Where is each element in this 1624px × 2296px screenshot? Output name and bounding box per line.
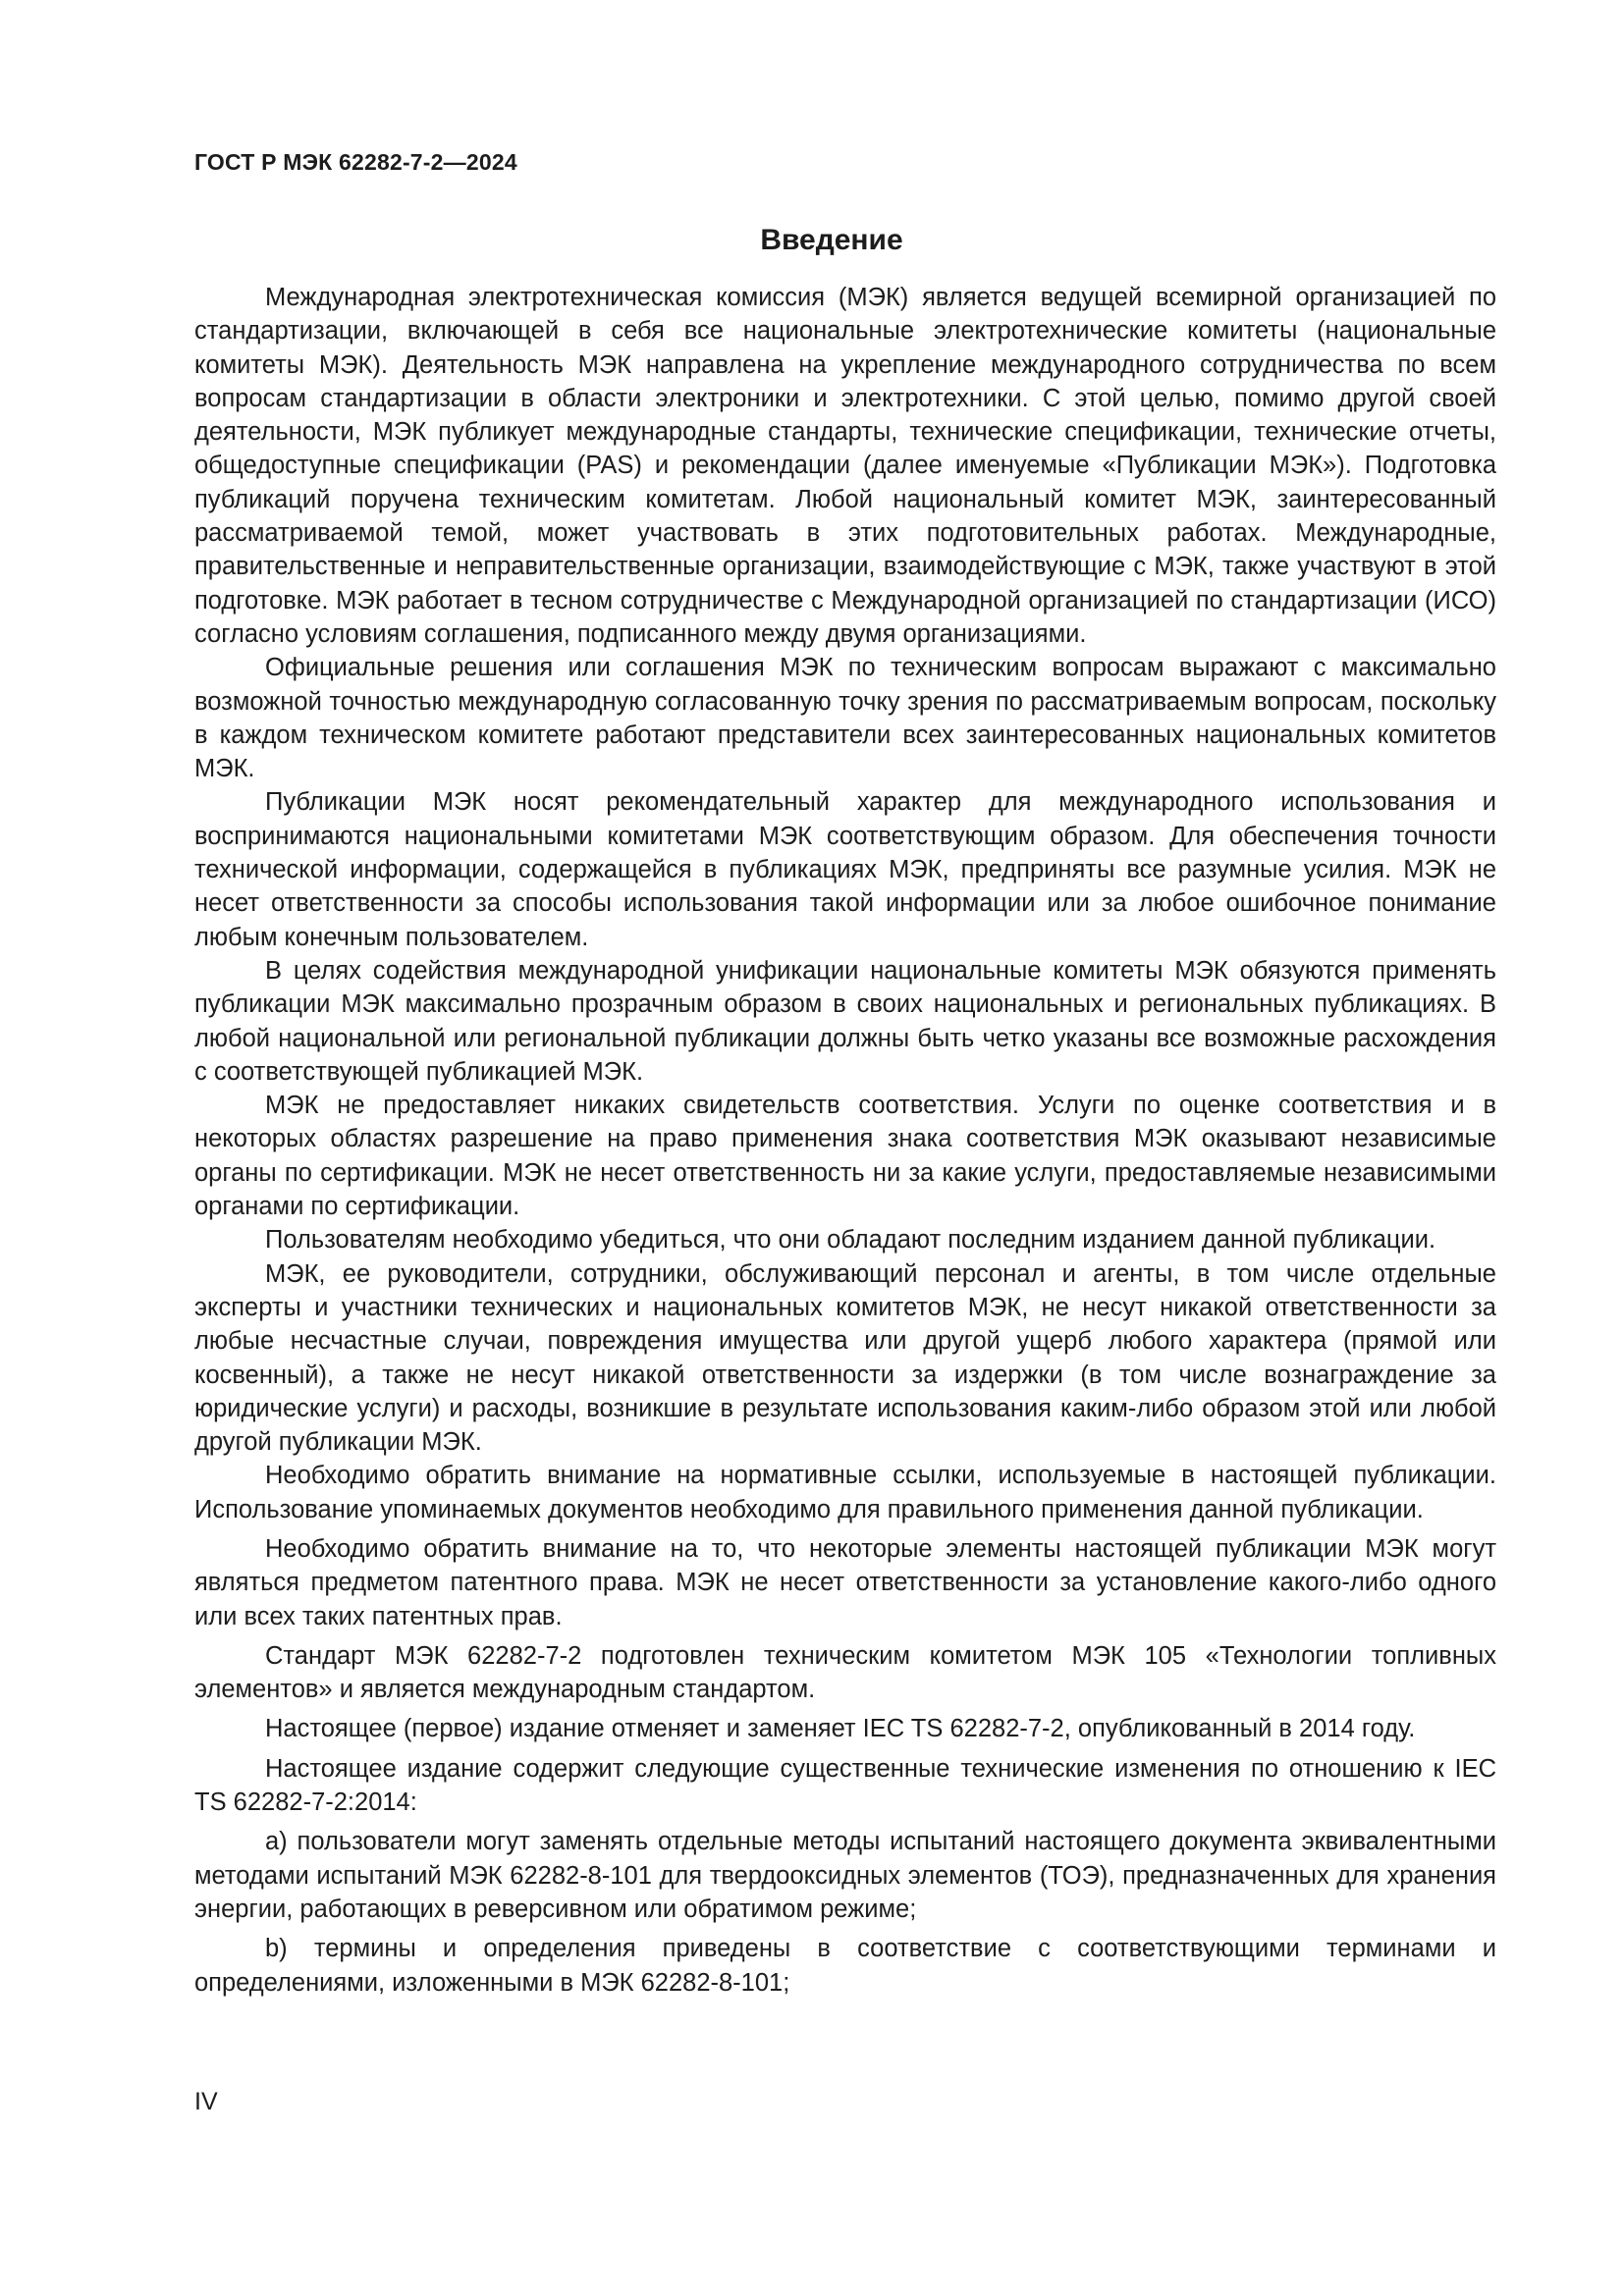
paragraph-official-decisions: Официальные решения или соглашения МЭК по техническим вопросам выражают с максимально возможной точностью международную согласованную точку зрения по рассматриваемым вопросам, поскольку в каждом техническом комитете работают представители всех заинтересованных национальных комитетов МЭК. [194,654,1496,783]
section-title: Введение [760,224,903,256]
paragraph-edition-replaces: Настоящее (первое) издание отменяет и заменяет IEC TS 62282-7-2, опубликованный в 2014 году. [265,1715,1416,1743]
paragraph-liability: МЭК, ее руководители, сотрудники, обслуживающий персонал и агенты, в том числе отдельные эксперты и участники технических и национальных комитетов МЭК, не несут никакой ответственности за любые несчастные случаи, повреждения имущества или другой ущерб любого характера (прямой или косвенный), а также не несут никакой ответственности за издержки (в том числе вознаграждение за юридические услуги) и расходы, возникшие в результате использования каким-либо образом этой или любой другой публикации МЭК. [194,1259,1496,1457]
list-item-change-b: b) термины и определения приведены в соответствие с соответствующими терминами и определениями, изложенными в МЭК 62282-8-101; [194,1935,1496,1997]
paragraph-conformity: МЭК не предоставляет никаких свидетельств соответствия. Услуги по оценке соответствия и в некоторых областях разрешение на право применения знака соответствия МЭК оказывают независимые органы по сертификации. МЭК не несет ответственность ни за какие услуги, предоставляемые независимыми органами по сертификации. [194,1092,1496,1221]
paragraph-latest-edition: Пользователям необходимо убедиться, что они обладают последним изданием данной публикации. [265,1226,1436,1255]
paragraph-recommendatory-nature: Публикации МЭК носят рекомендательный характер для международного использования и воспринимаются национальными комитетами МЭК соответствующим образом. Для обеспечения точности технической информации, содержащейся в публикациях МЭК, предприняты все разумные усилия. МЭК не несет ответственности за способы использования такой информации или за любое ошибочное понимание любым конечным пользователем. [194,788,1496,951]
list-item-change-a: а) пользователи могут заменять отдельные методы испытаний настоящего документа эквивалентными методами испытаний МЭК 62282-8-101 для твердооксидных элементов (ТОЭ), предназначенных для хранения энергии, работающих в реверсивном или обратимом режиме; [194,1828,1496,1923]
paragraph-normative-references: Необходимо обратить внимание на нормативные ссылки, используемые в настоящей публикации. Использование упоминаемых документов необходимо для правильного применения данной публикации. [194,1462,1496,1523]
paragraph-prepared-by: Стандарт МЭК 62282-7-2 подготовлен техническим комитетом МЭК 105 «Технологии топливных элементов» и является международным стандартом. [194,1641,1496,1704]
document-header-code: ГОСТ Р МЭК 62282-7-2—2024 [194,149,517,175]
page-number: IV [194,2088,218,2115]
paragraph-patent-rights: Необходимо обратить внимание на то, что некоторые элементы настоящей публикации МЭК могут являться предметом патентного права. МЭК не несет ответственности за установление какого-либо одного или всех таких патентных прав. [194,1534,1496,1630]
paragraph-technical-changes: Настоящее издание содержит следующие существенные технические изменения по отношению к IEC TS 62282-7-2:2014: [194,1754,1496,1817]
paragraph-unification: В целях содействия международной унификации национальные комитеты МЭК обязуются применять публикации МЭК максимально прозрачным образом в своих национальных и региональных публикациях. В любой национальной или региональной публикации должны быть четко указаны все возможные расхождения с соответствующей публикацией МЭК. [194,956,1496,1086]
paragraph-iec-overview: Международная электротехническая комиссия (МЭК) является ведущей всемирной организацией по стандартизации, включающей в себя все национальные электротехнические комитеты (национальные комитеты МЭК). Деятельность МЭК направлена на укрепление международного сотрудничества по всем вопросам стандартизации в области электроники и электротехники. С этой целью, помимо другой своей деятельности, МЭК публикует международные стандарты, технические спецификации, технические отчеты, общедоступные спецификации (PAS) и рекомендации (далее именуемые «Публикации МЭК»). Подготовка публикаций поручена техническим комитетам. Любой национальный комитет МЭК, заинтересованный рассматриваемой темой, может участвовать в этих подготовительных работах. Международные, правительственные и неправительственные организации, взаимодействующие с МЭК, также участвуют в этой подготовке. МЭК работает в тесном сотрудничестве с Международной организацией по стандартизации (ИСО) согласно условиям соглашения, подписанного между двумя организациями. [194,284,1496,648]
introduction-body [194,281,1496,2000]
